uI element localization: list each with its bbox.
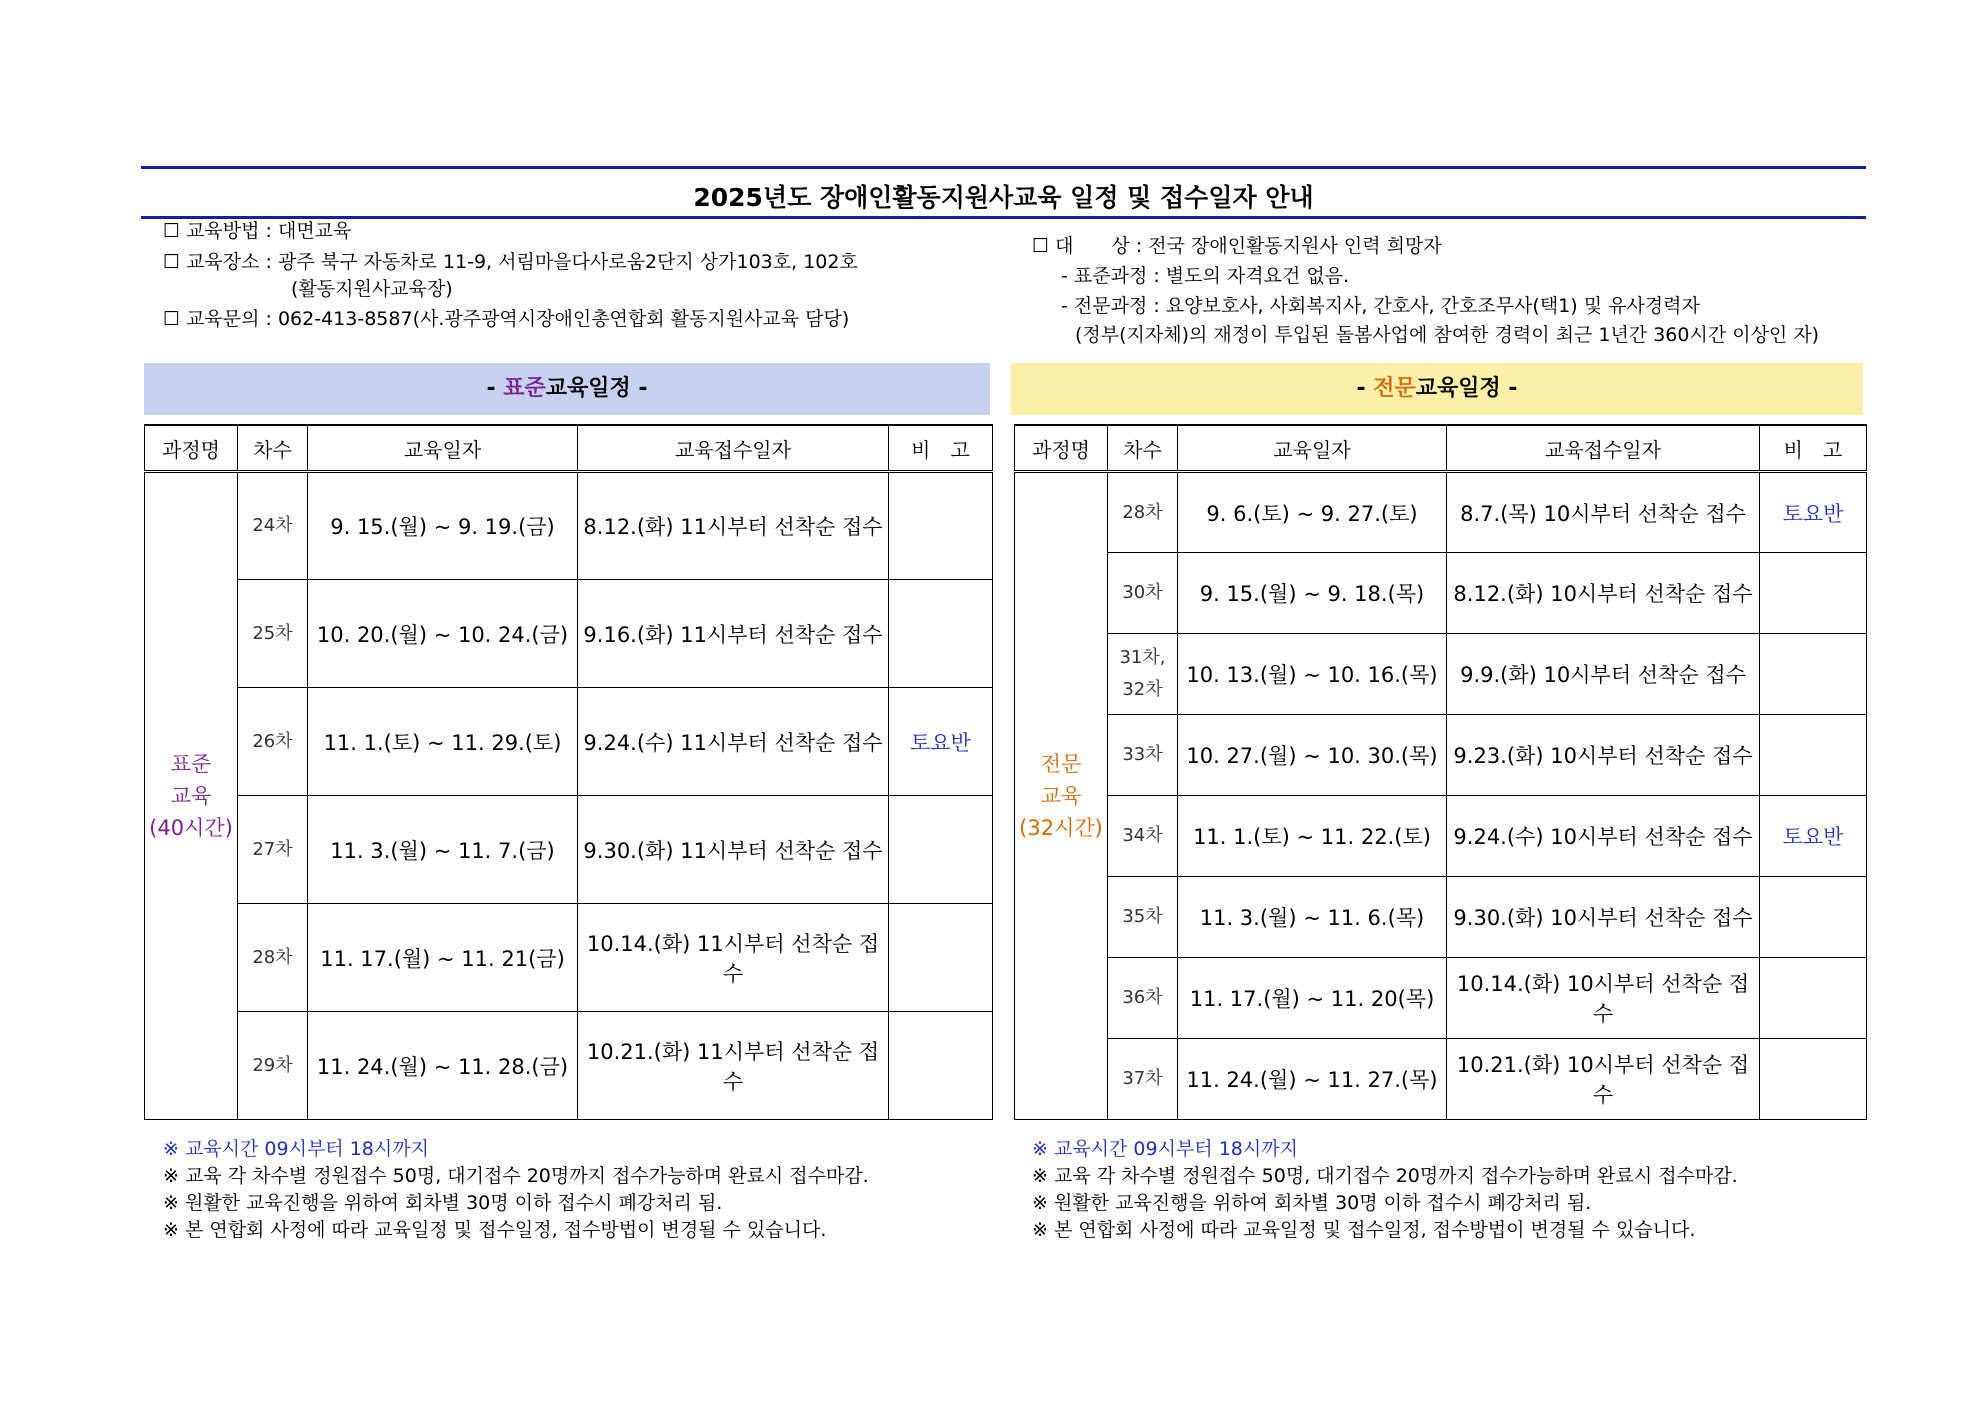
note-cancel: ※ 원활한 교육진행을 위하여 회차별 30명 이하 접수시 폐강처리 됨. [163, 1192, 723, 1214]
title-top-rule [141, 166, 1866, 169]
registration-cell: 9.30.(화) 11시부터 선착순 접수 [578, 796, 889, 904]
course-name-cell [145, 472, 238, 1120]
note-change: ※ 본 연합회 사정에 따라 교육일정 및 접수일정, 접수방법이 변경될 수 있습니다. [1032, 1219, 1696, 1241]
round-cell: 37차 [1108, 1039, 1178, 1120]
registration-cell: 9.9.(화) 10시부터 선착순 접수 [1447, 634, 1760, 715]
date-cell: 11. 3.(월) ~ 11. 6.(목) [1178, 877, 1447, 958]
table-row [1015, 958, 1867, 1039]
note-cell [1760, 877, 1867, 958]
header-registration: 교육접수일자 [1447, 425, 1760, 472]
standard-schedule-header [144, 363, 990, 415]
course-name-line: (32시간) [1019, 816, 1103, 840]
registration-cell: 9.24.(수) 10시부터 선착순 접수 [1447, 796, 1760, 877]
info-contact: ☐ 교육문의 : 062-413-8587(사.광주광역시장애인총연합회 활동지원사교육 담당) [163, 308, 850, 330]
course-name-line: 교육 [1040, 784, 1082, 808]
note-cell [1760, 1039, 1867, 1120]
band-pro-rest: 교육일정 - [1415, 376, 1518, 401]
registration-cell: 8.7.(목) 10시부터 선착순 접수 [1447, 472, 1760, 553]
round-cell: 28차 [238, 904, 308, 1012]
note-cell [1760, 715, 1867, 796]
info-location-sub: (활동지원사교육장) [291, 278, 453, 300]
round-cell: 25차 [238, 580, 308, 688]
note-cell: 토요반 [1760, 796, 1867, 877]
table-header-row [145, 425, 993, 472]
table-row [1015, 634, 1867, 715]
table-row [1015, 472, 1867, 553]
table-row [1015, 715, 1867, 796]
header-note: 비 고 [889, 425, 993, 472]
note-cell: 토요반 [889, 688, 993, 796]
table-row [145, 472, 993, 580]
registration-cell: 10.21.(화) 10시부터 선착순 접수 [1447, 1039, 1760, 1120]
registration-cell: 8.12.(화) 10시부터 선착순 접수 [1447, 553, 1760, 634]
note-hours: ※ 교육시간 09시부터 18시까지 [163, 1138, 429, 1160]
header-date: 교육일자 [308, 425, 578, 472]
table-row [1015, 796, 1867, 877]
note-cell [889, 796, 993, 904]
round-cell: 27차 [238, 796, 308, 904]
registration-cell: 10.14.(화) 10시부터 선착순 접수 [1447, 958, 1760, 1039]
note-cell [889, 904, 993, 1012]
round-cell: 35차 [1108, 877, 1178, 958]
professional-schedule-table [1014, 424, 1867, 1120]
info-method: ☐ 교육방법 : 대면교육 [163, 220, 352, 242]
table-row [1015, 1039, 1867, 1120]
info-location: ☐ 교육장소 : 광주 북구 자동차로 11-9, 서림마을다사로움2단지 상가103호, 102호 [163, 251, 858, 273]
date-cell: 9. 15.(월) ~ 9. 19.(금) [308, 472, 578, 580]
title-bottom-rule [141, 216, 1866, 219]
round-cell: 26차 [238, 688, 308, 796]
registration-cell: 9.24.(수) 11시부터 선착순 접수 [578, 688, 889, 796]
registration-cell: 8.12.(화) 11시부터 선착순 접수 [578, 472, 889, 580]
registration-cell: 9.23.(화) 10시부터 선착순 접수 [1447, 715, 1760, 796]
band-std-highlight: 표준 [503, 376, 546, 401]
table-row [145, 904, 993, 1012]
round-cell: 29차 [238, 1012, 308, 1120]
note-cell [1760, 553, 1867, 634]
course-name-line: 교육 [170, 784, 212, 808]
band-std-prefix: - [486, 376, 504, 401]
band-pro-prefix: - [1356, 376, 1374, 401]
table-row [1015, 553, 1867, 634]
date-cell: 10. 20.(월) ~ 10. 24.(금) [308, 580, 578, 688]
table-row [145, 796, 993, 904]
note-hours: ※ 교육시간 09시부터 18시까지 [1032, 1138, 1298, 1160]
date-cell: 11. 1.(토) ~ 11. 22.(토) [1178, 796, 1447, 877]
standard-notes [163, 1136, 869, 1244]
round-cell: 34차 [1108, 796, 1178, 877]
table-row [145, 1012, 993, 1120]
registration-cell: 9.16.(화) 11시부터 선착순 접수 [578, 580, 889, 688]
band-pro-highlight: 전문 [1373, 376, 1416, 401]
date-cell: 11. 24.(월) ~ 11. 27.(목) [1178, 1039, 1447, 1120]
note-cell: 토요반 [1760, 472, 1867, 553]
table-row [145, 580, 993, 688]
date-cell: 11. 3.(월) ~ 11. 7.(금) [308, 796, 578, 904]
round-cell: 30차 [1108, 553, 1178, 634]
date-cell: 9. 6.(토) ~ 9. 27.(토) [1178, 472, 1447, 553]
standard-schedule-table [144, 424, 993, 1120]
round-cell: 31차, 32차 [1108, 634, 1178, 715]
note-cancel: ※ 원활한 교육진행을 위하여 회차별 30명 이하 접수시 폐강처리 됨. [1032, 1192, 1592, 1214]
round-cell: 28차 [1108, 472, 1178, 553]
date-cell: 11. 17.(월) ~ 11. 21(금) [308, 904, 578, 1012]
registration-cell: 10.21.(화) 11시부터 선착순 접수 [578, 1012, 889, 1120]
table-header-row [1015, 425, 1867, 472]
header-round: 차수 [238, 425, 308, 472]
course-name-line: 전문 [1040, 752, 1082, 776]
professional-notes [1032, 1136, 1738, 1244]
info-standard-req: - 표준과정 : 별도의 자격요건 없음. [1061, 265, 1350, 287]
table-row [1015, 877, 1867, 958]
note-cell [889, 1012, 993, 1120]
round-cell: 36차 [1108, 958, 1178, 1039]
band-std-rest: 교육일정 - [545, 376, 648, 401]
date-cell: 11. 17.(월) ~ 11. 20(목) [1178, 958, 1447, 1039]
note-cell [889, 472, 993, 580]
registration-cell: 10.14.(화) 11시부터 선착순 접수 [578, 904, 889, 1012]
note-cell [889, 580, 993, 688]
note-cell [1760, 958, 1867, 1039]
round-cell: 24차 [238, 472, 308, 580]
date-cell: 11. 1.(토) ~ 11. 29.(토) [308, 688, 578, 796]
header-course: 과정명 [145, 425, 238, 472]
note-capacity: ※ 교육 각 차수별 정원접수 50명, 대기접수 20명까지 접수가능하며 완료시 접수마감. [163, 1165, 869, 1187]
round-cell: 33차 [1108, 715, 1178, 796]
date-cell: 10. 27.(월) ~ 10. 30.(목) [1178, 715, 1447, 796]
course-name-line: 표준 [170, 752, 212, 776]
info-target: ☐ 대 상 : 전국 장애인활동지원사 인력 희망자 [1032, 235, 1442, 257]
date-cell: 10. 13.(월) ~ 10. 16.(목) [1178, 634, 1447, 715]
header-date: 교육일자 [1178, 425, 1447, 472]
registration-cell: 9.30.(화) 10시부터 선착순 접수 [1447, 877, 1760, 958]
table-row [145, 688, 993, 796]
header-registration: 교육접수일자 [578, 425, 889, 472]
note-capacity: ※ 교육 각 차수별 정원접수 50명, 대기접수 20명까지 접수가능하며 완료시 접수마감. [1032, 1165, 1738, 1187]
header-course: 과정명 [1015, 425, 1108, 472]
header-note: 비 고 [1760, 425, 1867, 472]
professional-schedule-header [1011, 363, 1863, 415]
header-round: 차수 [1108, 425, 1178, 472]
note-cell [1760, 634, 1867, 715]
course-name-line: (40시간) [149, 816, 233, 840]
info-pro-req-detail: (정부(지자체)의 재정이 투입된 돌봄사업에 참여한 경력이 최근 1년간 360시간 이상인 자) [1075, 324, 1820, 346]
info-pro-req: - 전문과정 : 요양보호사, 사회복지사, 간호사, 간호조무사(택1) 및 유사경력자 [1061, 295, 1700, 317]
date-cell: 11. 24.(월) ~ 11. 28.(금) [308, 1012, 578, 1120]
date-cell: 9. 15.(월) ~ 9. 18.(목) [1178, 553, 1447, 634]
course-name-cell [1015, 472, 1108, 1120]
note-change: ※ 본 연합회 사정에 따라 교육일정 및 접수일정, 접수방법이 변경될 수 있습니다. [163, 1219, 827, 1241]
page-title: 2025년도 장애인활동지원사교육 일정 및 접수일자 안내 [693, 183, 1314, 212]
